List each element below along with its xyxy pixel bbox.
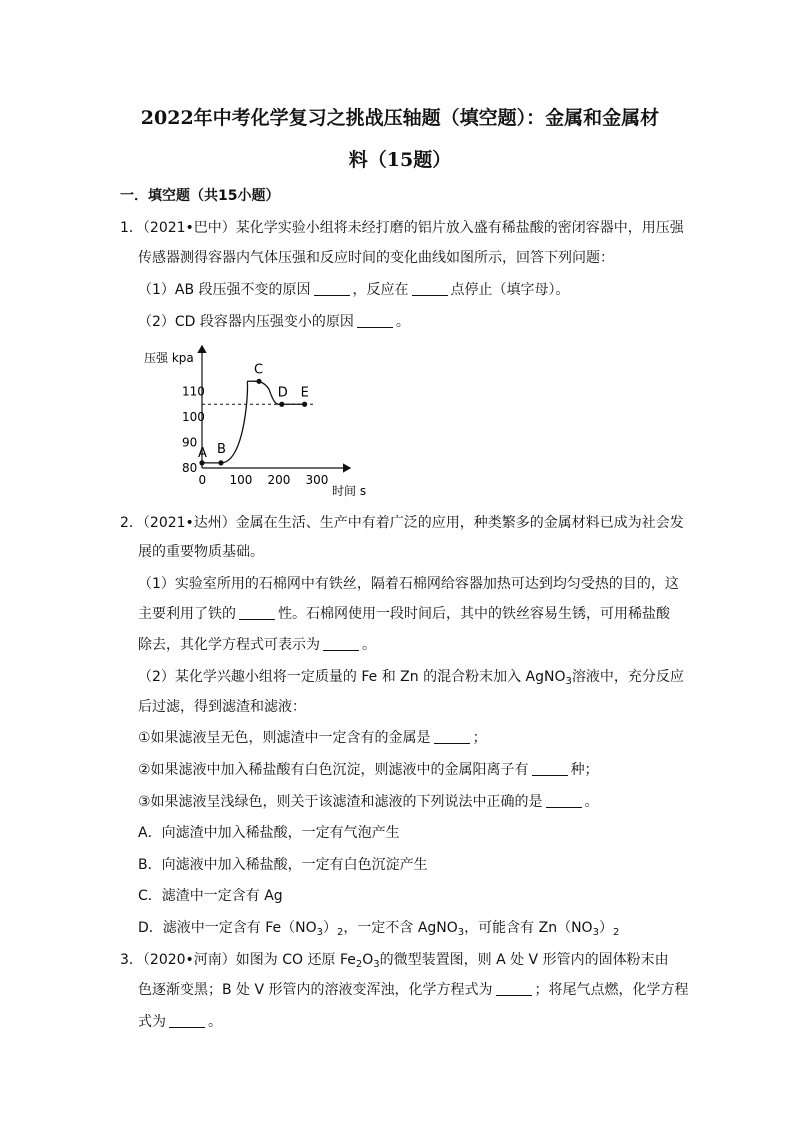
q3-line-1-a: 3．（2020•河南）如图为 CO 还原 Fe	[120, 952, 356, 968]
point-label-b: B	[217, 441, 226, 457]
q2-option-d-s2: 2	[337, 927, 344, 938]
q2-option-d-c: ，一定不含 AgNO	[343, 920, 458, 936]
y-tick-label: 100	[182, 410, 205, 424]
q1-sub-1-text-c: 点停止（填字母）。	[450, 282, 570, 298]
q1-sub-1-text-a: （1）AB 段压强不变的原因	[138, 282, 311, 298]
q3-answer-blank-2[interactable]	[169, 1013, 205, 1028]
q2-answer-blank-1[interactable]	[239, 605, 275, 620]
q1-sub-1-text-b: ，反应在	[352, 282, 409, 298]
q2-option-d-s1: 3	[316, 927, 323, 938]
q3-line-2	[138, 980, 689, 1000]
q2-case-1-a: ①如果滤液呈无色，则滤渣中一定含有的金属是	[138, 730, 431, 746]
q2-part1-line-1: （1）实验室所用的石棉网中有铁丝，隔着石棉网给容器加热可达到均匀受热的目的，这	[138, 576, 679, 592]
x-tick-label: 0	[198, 473, 207, 487]
page-title-line-1: 2022年中考化学复习之挑战压轴题（填空题）：金属和金属材	[140, 107, 660, 129]
q2-part1-line-3-a: 除去，其化学方程式可表示为	[138, 637, 320, 653]
q1-answer-blank-3[interactable]	[357, 313, 393, 328]
y-tick-label: 110	[182, 384, 205, 399]
q2-option-d-e: ）	[598, 920, 613, 936]
q2-option-c: C．滤渣中一定含有 Ag	[138, 888, 283, 904]
x-tick-label: 200	[267, 473, 291, 487]
q2-option-d-s4: 3	[592, 927, 599, 938]
q2-part1-line-2-a: 主要利用了铁的	[138, 606, 236, 622]
q2-part2-line-1-a: （2）某化学兴趣小组将一定质量的 Fe 和 Zn 的混合粉末加入 AgNO	[138, 669, 566, 685]
q2-option-d-s5: 2	[612, 927, 620, 938]
q3-line-1-c: 的微型装置图，则 A 处 V 形管内的固体粉末由	[379, 952, 669, 968]
q2-option-d-b: ）	[323, 920, 337, 936]
q2-part2-sub: 3	[565, 676, 572, 687]
q2-answer-blank-4[interactable]	[532, 761, 568, 776]
point-label-c: C	[254, 362, 264, 378]
q1-line-2: 传感器测得容器内气体压强和反应时间的变化曲线如图所示，回答下列问题：	[138, 250, 614, 266]
q3-line-3-b: 。	[208, 1014, 222, 1030]
x-tick-labels	[199, 473, 329, 487]
q3-line-1-s2: 3	[373, 959, 380, 970]
q2-part1-line-3	[138, 635, 376, 655]
data-point-a	[199, 460, 204, 465]
data-point-b	[218, 460, 223, 465]
q2-answer-blank-2[interactable]	[323, 636, 359, 651]
point-label-d: D	[277, 385, 288, 401]
q2-option-d-d: ，可能含有 Zn（NO	[464, 920, 593, 936]
q2-line-2: 展的重要物质基础。	[138, 544, 264, 560]
q2-case-2	[138, 760, 599, 780]
q2-part2-line-1	[138, 667, 684, 692]
x-tick-label: 100	[229, 473, 253, 487]
q2-case-1	[138, 728, 487, 748]
q2-option-d-a: D．滤液中一定含有 Fe（NO	[138, 920, 317, 936]
q3-line-1-b: O	[362, 952, 374, 968]
q2-part2-line-2: 后过滤，得到滤渣和滤液：	[138, 699, 306, 715]
q2-case-3	[138, 792, 599, 812]
q3-line-1-s1: 2	[355, 959, 363, 970]
y-axis-label: 压强 kpa	[144, 351, 194, 365]
page-title-line-2: 料（15题）	[348, 149, 452, 171]
q3-line-2-b: ；将尾气点燃，化学方程	[534, 982, 689, 998]
q1-sub-1	[138, 280, 570, 300]
data-point-e	[302, 402, 307, 407]
q1-answer-blank-1[interactable]	[314, 281, 350, 296]
y-tick-label: 80	[182, 461, 198, 475]
q2-case-1-b: ；	[472, 730, 487, 746]
q3-line-1	[120, 950, 669, 975]
data-point-c	[256, 379, 261, 384]
q2-option-d	[138, 918, 619, 943]
q3-line-3	[138, 1012, 222, 1032]
q2-part1-line-3-b: 。	[362, 637, 376, 653]
q2-option-d-s3: 3	[457, 927, 465, 938]
pressure-time-chart	[140, 340, 370, 500]
q2-option-b: B．向滤液中加入稀盐酸，一定有白色沉淀产生	[138, 857, 428, 873]
data-points	[198, 362, 309, 465]
q2-line-1: 2．（2021•达州）金属在生活、生产中有着广泛的应用，种类繁多的金属材料已成为社会发	[120, 515, 684, 531]
x-axis-label: 时间 s	[332, 484, 367, 498]
q3-line-2-a: 色逐渐变黑；B 处 V 形管内的溶液变浑浊，化学方程式为	[138, 982, 493, 998]
point-label-e: E	[300, 385, 309, 401]
q2-case-3-a: ③如果滤液呈浅绿色，则关于该滤渣和滤液的下列说法中正确的是	[138, 794, 543, 810]
q2-answer-blank-3[interactable]	[434, 729, 470, 744]
section-heading: 一．填空题（共15小题）	[120, 188, 280, 204]
q2-answer-blank-5[interactable]	[546, 793, 582, 808]
q2-case-3-b: 。	[584, 794, 599, 810]
q2-part1-line-2-b: 性。石棉网使用一段时间后，其中的铁丝容易生锈，可用稀盐酸	[278, 606, 670, 622]
q1-answer-blank-2[interactable]	[412, 281, 448, 296]
x-tick-label: 300	[305, 473, 329, 487]
q3-line-3-a: 式为	[138, 1014, 166, 1030]
q2-part2-line-1-b: 溶液中，充分反应	[571, 669, 684, 685]
q2-part1-line-2	[138, 604, 670, 624]
point-label-a: A	[198, 445, 207, 461]
q1-line-1: 1．（2021•巴中）某化学实验小组将未经打磨的铝片放入盛有稀盐酸的密闭容器中，用压强	[120, 220, 684, 236]
q2-case-2-b: 种；	[570, 762, 599, 778]
q2-case-2-a: ②如果滤液中加入稀盐酸有白色沉淀，则滤液中的金属阳离子有	[138, 762, 529, 778]
q2-option-a: A．向滤渣中加入稀盐酸，一定有气泡产生	[138, 825, 400, 841]
q1-sub-2	[138, 312, 410, 332]
q1-sub-2-text-b: 。	[395, 314, 410, 330]
data-point-d	[279, 402, 284, 407]
q1-sub-2-text-a: （2）CD 段容器内压强变小的原因	[138, 314, 354, 330]
y-tick-label: 90	[182, 435, 198, 450]
q3-answer-blank-1[interactable]	[496, 981, 532, 996]
